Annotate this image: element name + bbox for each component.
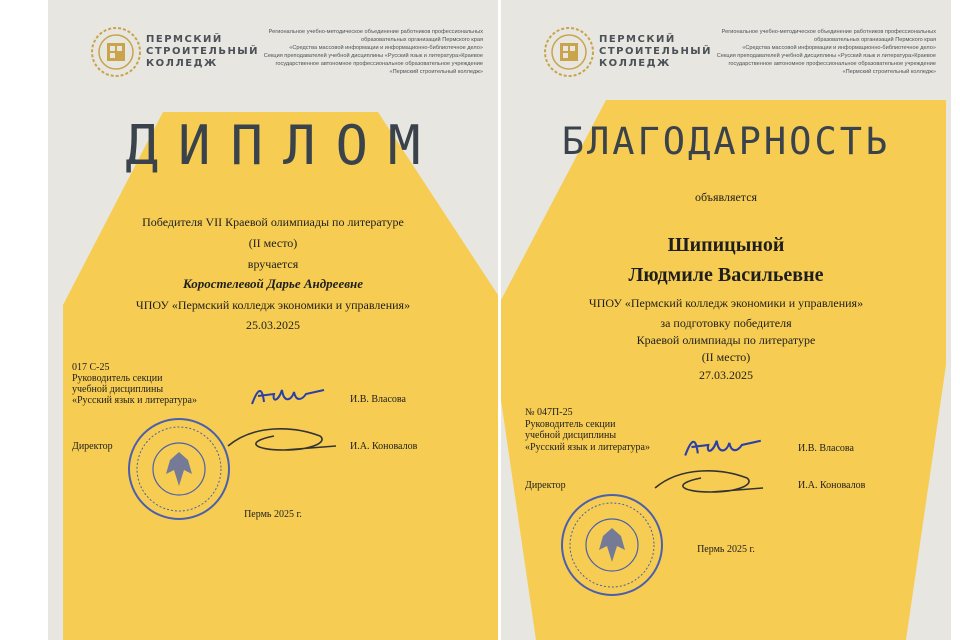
official-seal-icon bbox=[126, 416, 232, 522]
registration-number: № 047П-25 bbox=[525, 407, 573, 418]
signer1-name: И.В. Власова bbox=[350, 394, 406, 405]
signature-vlasova bbox=[681, 430, 765, 462]
signer1-name: И.В. Власова bbox=[798, 443, 854, 454]
registration-number: 017 С-25 bbox=[72, 362, 110, 373]
diploma-title: ДИПЛОМ bbox=[125, 114, 441, 177]
recipient-given-names: Людмиле Васильевне bbox=[628, 264, 824, 286]
signer2-name: И.А. Коновалов bbox=[350, 441, 418, 452]
gratitude-title: БЛАГОДАРНОСТЬ bbox=[561, 120, 891, 163]
reason-line1: за подготовку победителя bbox=[660, 316, 792, 330]
award-place: (II место) bbox=[248, 236, 298, 250]
gratitude-sheet bbox=[501, 0, 951, 640]
recipient-surname: Шипицыной bbox=[667, 234, 785, 256]
college-logo bbox=[543, 26, 713, 86]
organization-header: Региональное учебно-методическое объединение работников профессиональных образовательных организаций Пермского края «Средства массовой информации и информационно-библиотечное дело» Секция преподавателей учебной дисциплины «Русский язык и литература»Краевое государственное автономное профессиональное образовательное учреждение «Пермский строительный колледж» bbox=[716, 29, 936, 75]
award-date: 27.03.2025 bbox=[699, 368, 753, 382]
awarded-label: вручается bbox=[247, 257, 299, 271]
award-place: (II место) bbox=[701, 350, 751, 364]
award-date: 25.03.2025 bbox=[246, 318, 300, 332]
college-logo-text: ПЕРМСКИЙ СТРОИТЕЛЬНЫЙ КОЛЛЕДЖ bbox=[146, 34, 260, 69]
college-emblem-icon bbox=[543, 26, 595, 78]
director-label: Директор bbox=[525, 480, 566, 491]
diploma-sheet bbox=[48, 0, 498, 640]
organization-header: Региональное учебно-методическое объединение работников профессиональных образовательных организаций Пермского края «Средства массовой информации и информационно-библиотечное дело» Секция преподавателей учебной дисциплины «Русский язык и литература»Краевое государственное автономное профессиональное образовательное учреждение «Пермский строительный колледж» bbox=[263, 29, 483, 75]
signer2-name: И.А. Коновалов bbox=[798, 480, 866, 491]
section-head-block: 017 С-25 Руководитель секции учебной дисциплины «Русский язык и литература» bbox=[72, 362, 197, 406]
city-year: Пермь 2025 г. bbox=[244, 509, 302, 520]
college-logo-text: ПЕРМСКИЙ СТРОИТЕЛЬНЫЙ КОЛЛЕДЖ bbox=[599, 34, 713, 69]
director-label: Директор bbox=[72, 441, 113, 452]
college-emblem-icon bbox=[90, 26, 142, 78]
college-logo bbox=[90, 26, 260, 86]
institution-name: ЧПОУ «Пермский колледж экономики и управления» bbox=[588, 296, 864, 310]
recipient-name: Коростелевой Дарье Андреевне bbox=[182, 276, 364, 291]
signature-director bbox=[224, 420, 344, 460]
city-year: Пермь 2025 г. bbox=[697, 544, 755, 555]
institution-name: ЧПОУ «Пермский колледж экономики и управления» bbox=[135, 298, 411, 312]
reason-line2: Краевой олимпиады по литературе bbox=[636, 333, 816, 347]
signature-vlasova bbox=[248, 380, 328, 410]
announced-label: объявляется bbox=[694, 190, 758, 204]
signature-director bbox=[651, 462, 771, 502]
award-reason: Победителя VII Краевой олимпиады по литературе bbox=[142, 215, 404, 229]
section-head-block: № 047П-25 Руководитель секции учебной дисциплины «Русский язык и литература» bbox=[525, 407, 650, 453]
